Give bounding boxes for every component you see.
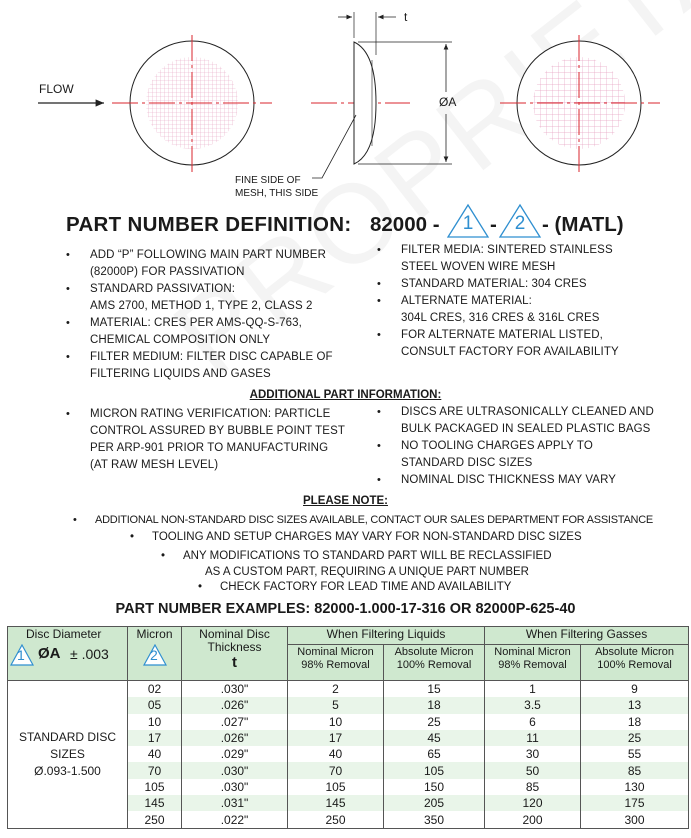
table-cell: .026": [182, 697, 288, 713]
table-cell: 5: [288, 697, 384, 713]
table-row: [8, 681, 689, 698]
table-cell: .031": [182, 795, 288, 811]
list-item: • MICRON RATING VERIFICATION: PARTICLE CONTROL ASSURED BY BUBBLE POINT TEST PER ARP-901 PRIOR TO MANUFACTURING (AT RAW MESH LEVEL): [90, 406, 345, 474]
note-1: • ADDITIONAL NON-STANDARD DISC SIZES AVAILABLE, CONTACT OUR SALES DEPARTMENT FOR ASSISTANCE: [73, 514, 654, 526]
definition-title: PART NUMBER DEFINITION:: [66, 213, 352, 236]
header-thickness: Nominal Disc Thickness t: [182, 627, 288, 681]
disc-back-view: [500, 35, 660, 172]
table-cell: 45: [384, 730, 485, 746]
table-cell: 250: [128, 811, 182, 828]
table-cell: 17: [288, 730, 384, 746]
header-liquids: When Filtering Liquids: [288, 627, 485, 645]
table-cell: 85: [485, 779, 581, 795]
list-item: • ADD “P” FOLLOWING MAIN PART NUMBER (82000P) FOR PASSIVATION: [90, 247, 333, 281]
table-cell: 300: [581, 811, 689, 828]
list-item: • FOR ALTERNATE MATERIAL LISTED, CONSULT FACTORY FOR AVAILABILITY: [401, 327, 619, 361]
table-cell: 18: [384, 697, 485, 713]
table-cell: 13: [581, 697, 689, 713]
part-number-examples: PART NUMBER EXAMPLES: 82000-1.000-17-316 OR 82000P-625-40: [115, 601, 576, 617]
table-cell: .026": [182, 730, 288, 746]
flow-label: FLOW: [39, 82, 74, 96]
table-cell: 15: [384, 681, 485, 698]
table-cell: 11: [485, 730, 581, 746]
table-cell: 105: [384, 762, 485, 778]
list-item: • ALTERNATE MATERIAL: 304L CRES, 316 CRES & 316L CRES: [401, 293, 619, 327]
table-cell: 65: [384, 746, 485, 762]
table-cell: 1: [485, 681, 581, 698]
table-cell: 40: [128, 746, 182, 762]
marker-1-label: 1: [462, 213, 474, 234]
table-cell: .022": [182, 811, 288, 828]
table-cell: 50: [485, 762, 581, 778]
header-gasses: When Filtering Gasses: [485, 627, 689, 645]
table-cell: 10: [128, 714, 182, 730]
thickness-label: t: [404, 10, 408, 24]
table-cell: 02: [128, 681, 182, 698]
header-disc-diameter: Disc Diameter 1 ØA ± .003: [8, 627, 128, 681]
note-3: • ANY MODIFICATIONS TO STANDARD PART WILL BE RECLASSIFIED AS A CUSTOM PART, REQUIRING A UNIQUE PART NUMBER: [161, 550, 552, 578]
disc-side-view: [311, 12, 452, 178]
header-liquid-nominal: Nominal Micron 98% Removal: [288, 645, 384, 681]
table-cell: 350: [384, 811, 485, 828]
additional-right-list: [401, 404, 654, 489]
list-item: • NOMINAL DISC THICKNESS MAY VARY: [401, 472, 654, 489]
diameter-label: ØA: [439, 95, 457, 109]
table-cell: 250: [288, 811, 384, 828]
table-cell: 205: [384, 795, 485, 811]
table-cell: 55: [581, 746, 689, 762]
table-cell: 3.5: [485, 697, 581, 713]
note-2: • TOOLING AND SETUP CHARGES MAY VARY FOR NON-STANDARD DISC SIZES: [130, 531, 582, 543]
table-cell: 2: [288, 681, 384, 698]
header-gas-nominal: Nominal Micron 98% Removal: [485, 645, 581, 681]
list-item: • MATERIAL: CRES PER AMS-QQ-S-763, CHEMICAL COMPOSITION ONLY: [90, 315, 333, 349]
table-cell: .030": [182, 681, 288, 698]
table-cell: 200: [485, 811, 581, 828]
table-cell: 25: [581, 730, 689, 746]
left-bullet-list: [90, 247, 333, 383]
definition-code-prefix: 82000 -: [370, 213, 440, 236]
table-cell: 05: [128, 697, 182, 713]
header-micron: Micron 2: [128, 627, 182, 681]
table-cell: 40: [288, 746, 384, 762]
additional-left-list: [90, 406, 345, 474]
header-liquid-absolute: Absolute Micron 100% Removal: [384, 645, 485, 681]
table-cell: 175: [581, 795, 689, 811]
table-cell: 9: [581, 681, 689, 698]
table-cell: 6: [485, 714, 581, 730]
table-cell: .030": [182, 779, 288, 795]
table-cell: 85: [581, 762, 689, 778]
table-cell: 17: [128, 730, 182, 746]
disc-spec-table: [7, 626, 689, 829]
list-item: • FILTER MEDIA: SINTERED STAINLESS STEEL WOVEN WIRE MESH: [401, 242, 619, 276]
table-cell: 150: [384, 779, 485, 795]
table-cell: 105: [128, 779, 182, 795]
table-cell: 30: [485, 746, 581, 762]
list-item: • DISCS ARE ULTRASONICALLY CLEANED AND BULK PACKAGED IN SEALED PLASTIC BAGS: [401, 404, 654, 438]
table-cell: 130: [581, 779, 689, 795]
table-cell: 70: [128, 762, 182, 778]
disc-drawing: [0, 0, 691, 210]
please-note-title: PLEASE NOTE:: [303, 495, 388, 507]
table-cell: 70: [288, 762, 384, 778]
disc-front-view: [112, 35, 272, 172]
right-bullet-list: [401, 242, 619, 361]
list-item: • STANDARD PASSIVATION: AMS 2700, METHOD 1, TYPE 2, CLASS 2: [90, 281, 333, 315]
header-gas-absolute: Absolute Micron 100% Removal: [581, 645, 689, 681]
table-cell: .029": [182, 746, 288, 762]
table-cell: 25: [384, 714, 485, 730]
table-cell: 10: [288, 714, 384, 730]
definition-code-suffix: - (MATL): [542, 213, 624, 236]
list-item: • NO TOOLING CHARGES APPLY TO STANDARD DISC SIZES: [401, 438, 654, 472]
table-cell: 120: [485, 795, 581, 811]
marker-2-label: 2: [514, 213, 526, 234]
table-cell: 145: [128, 795, 182, 811]
table-cell: 145: [288, 795, 384, 811]
definition-dash: -: [490, 213, 497, 236]
list-item: • FILTER MEDIUM: FILTER DISC CAPABLE OF FILTERING LIQUIDS AND GASES: [90, 349, 333, 383]
list-item: • STANDARD MATERIAL: 304 CRES: [401, 276, 619, 293]
table-cell: 18: [581, 714, 689, 730]
table-cell: .027": [182, 714, 288, 730]
table-cell: .030": [182, 762, 288, 778]
additional-info-title: ADDITIONAL PART INFORMATION:: [249, 389, 442, 401]
note-4: • CHECK FACTORY FOR LEAD TIME AND AVAILABILITY: [198, 581, 512, 593]
table-cell: 105: [288, 779, 384, 795]
fine-side-note: FINE SIDE OF MESH, THIS SIDE: [235, 175, 319, 199]
standard-sizes-cell: STANDARD DISC SIZES Ø.093-1.500: [8, 681, 128, 829]
